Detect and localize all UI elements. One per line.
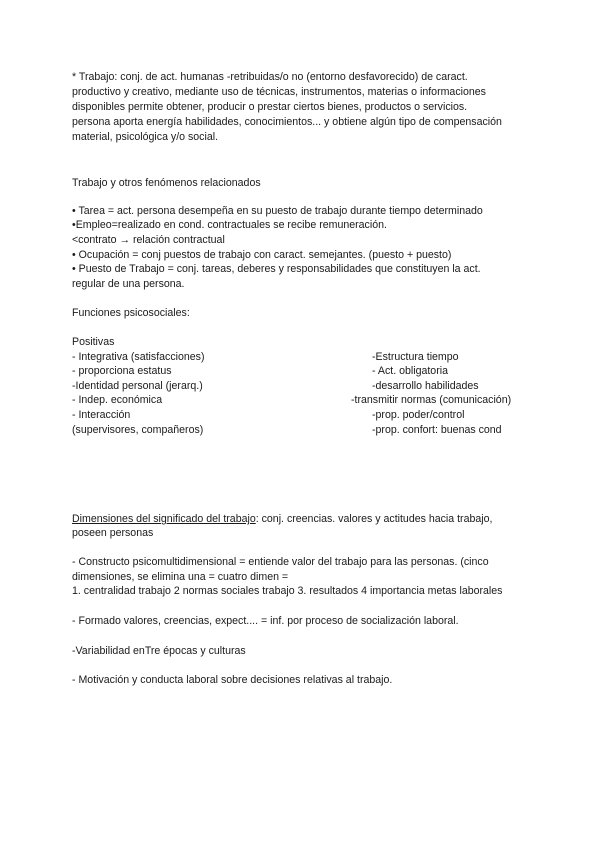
formed-line: - Formado valores, creencias, expect.... = inf. por proceso de socialización laboral.: [72, 615, 459, 627]
functions-left-item: - Integrativa (satisfacciones): [72, 351, 205, 363]
functions-left-item: - proporciona estatus: [72, 365, 172, 377]
intro-line: disponibles permite obtener, producir o prestar ciertos bienes, productos o servicios.: [72, 101, 468, 113]
construct-line: dimensiones, se elimina una = cuatro dimen =: [72, 571, 289, 583]
intro-line: persona aporta energía habilidades, conocimientos... y obtiene algún tipo de compensación: [72, 116, 502, 128]
dimensions-title-line: [72, 512, 492, 527]
motivation-line: - Motivación y conducta laboral sobre decisiones relativas al trabajo.: [72, 674, 393, 686]
related-line: •Empleo=realizado en cond. contractuales se recibe remuneración.: [72, 219, 387, 231]
dimensions-line: poseen personas: [72, 527, 154, 539]
related-line: • Puesto de Trabajo = conj. tareas, deberes y responsabilidades que constituyen la act.: [72, 263, 481, 275]
functions-heading: Funciones psicosociales:: [72, 307, 190, 319]
related-line: • Ocupación = conj puestos de trabajo con caract. semejantes. (puesto + puesto): [72, 249, 452, 261]
functions-subheading: Positivas: [72, 336, 115, 348]
functions-right-item: -desarrollo habilidades: [372, 380, 479, 392]
related-line: regular de una persona.: [72, 278, 185, 290]
functions-right-item: -prop. confort: buenas cond: [372, 424, 502, 436]
functions-right-item: -Estructura tiempo: [372, 351, 459, 363]
dimensions-title: Dimensiones del significado del trabajo: [72, 513, 256, 525]
intro-line: productivo y creativo, mediante uso de técnicas, instrumentos, materias o informaciones: [72, 86, 486, 98]
functions-left-item: - Interacción: [72, 409, 131, 421]
related-heading: Trabajo y otros fenómenos relacionados: [72, 177, 261, 189]
related-line: • Tarea = act. persona desempeña en su puesto de trabajo durante tiempo determinado: [72, 205, 483, 217]
related-line: <contrato → relación contractual: [72, 234, 225, 246]
functions-left-item: - Indep. económica: [72, 394, 163, 406]
functions-right-item: - Act. obligatoria: [372, 365, 448, 377]
dimensions-title-rest: : conj. creencias. valores y actitudes hacia trabajo,: [255, 513, 493, 525]
variability-line: -Variabilidad enTre épocas y culturas: [72, 645, 246, 657]
intro-line: material, psicológica y/o social.: [72, 131, 219, 143]
functions-right-item: -prop. poder/control: [372, 409, 465, 421]
intro-line: * Trabajo: conj. de act. humanas -retribuidas/o no (entorno desfavorecido) de caract.: [72, 71, 468, 83]
construct-line: 1. centralidad trabajo 2 normas sociales trabajo 3. resultados 4 importancia metas laborales: [72, 585, 503, 597]
construct-line: - Constructo psicomultidimensional = entiende valor del trabajo para las personas. (cinco: [72, 556, 489, 568]
functions-left-item: (supervisores, compañeros): [72, 424, 204, 436]
functions-left-item: -Identidad personal (jerarq.): [72, 380, 203, 392]
functions-right-item: -transmitir normas (comunicación): [351, 394, 512, 406]
